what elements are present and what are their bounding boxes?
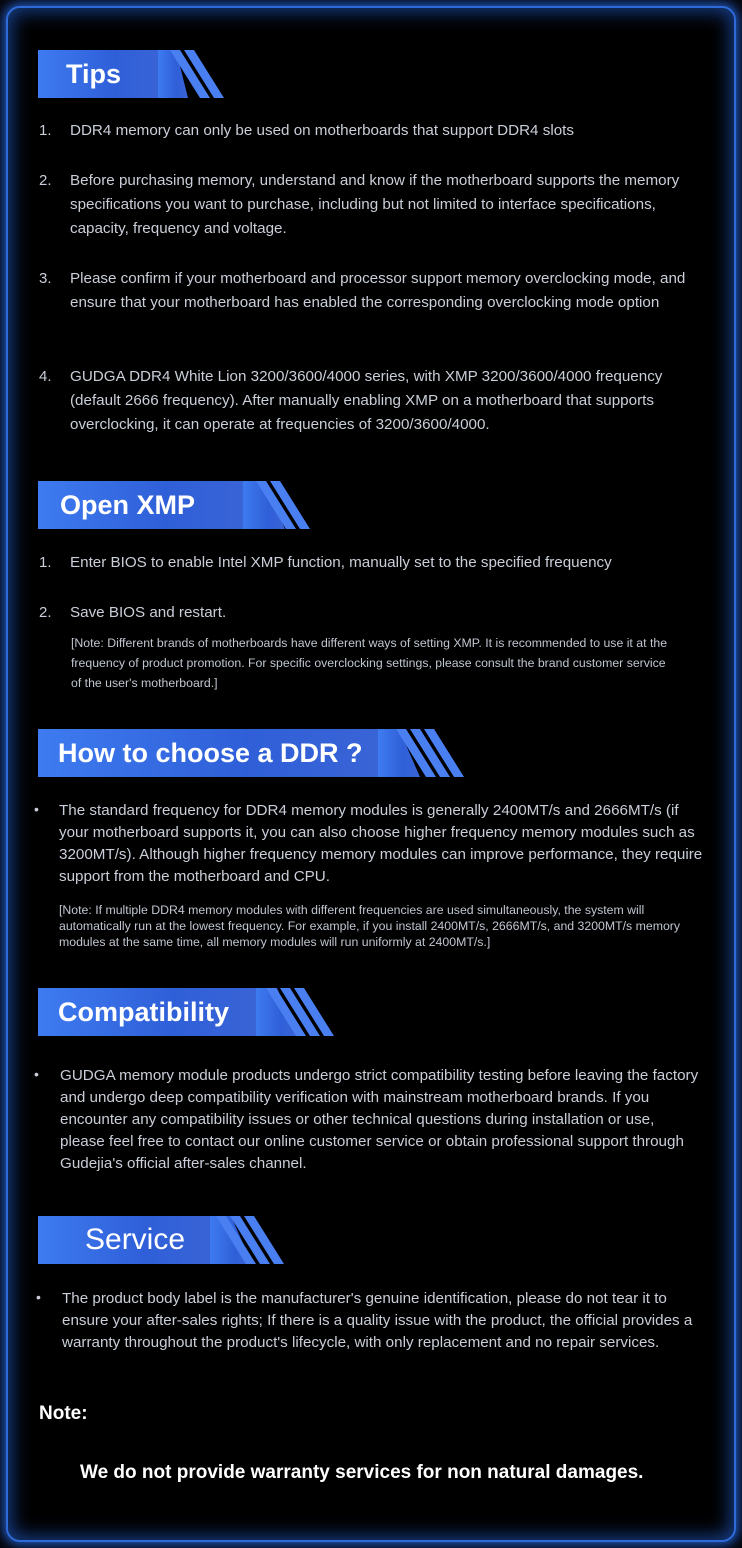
- tips-title: Tips: [66, 59, 122, 89]
- xmp-item-1: Enter BIOS to enable Intel XMP function, manually set to the specified frequency: [70, 554, 612, 571]
- tips-item-1: DDR4 memory can only be used on motherboards that support DDR4 slots: [70, 122, 574, 139]
- stripes-decoration: [146, 50, 226, 98]
- choose-ddr-bullet: •: [34, 801, 39, 817]
- choose-ddr-text: The standard frequency for DDR4 memory modules is generally 2400MT/s and 2666MT/s (if your motherboard supports it, you can also choose higher frequency memory modules such as 3200MT/s). Although higher frequency memory modules can improve performance, they require support from the motherboard and CPU.: [59, 802, 703, 885]
- service-text: The product body label is the manufacturer's genuine identification, please do not tear it to ensure your after-sales rights; If there is a quality issue with the product, the official provides a warranty throughout the product's lifecycle, with only replacement and no repair services.: [62, 1290, 693, 1351]
- stripes-decoration: [368, 729, 468, 777]
- open-xmp-header: [38, 481, 308, 529]
- choose-ddr-title: How to choose a DDR ?: [58, 738, 363, 768]
- compatibility-text: GUDGA memory module products undergo strict compatibility testing before leaving the factory and undergo deep compatibility verification with mainstream motherboard brands. If you encounter any compatibility issues or other technical questions during installation or use, please feel free to contact our online customer service or obtain professional support through Gudejia's official after-sales channel.: [60, 1067, 699, 1172]
- tips-item-3: Please confirm if your motherboard and processor support memory overclocking mode, and ensure that your motherboard has enabled the corresponding overclocking mode option: [70, 270, 686, 311]
- stripes-decoration: [238, 988, 338, 1036]
- stripes-decoration: [188, 1216, 288, 1264]
- tips-num-1: 1.: [39, 122, 52, 139]
- tips-num-2: 2.: [39, 172, 52, 189]
- choose-ddr-note: [Note: If multiple DDR4 memory modules with different frequencies are used simultaneously, the system will automatically run at the lowest frequency. For example, if you install 2400MT/s, 2666MT/s, and 3200MT/s memory modules at the same time, all memory modules will run uniformly at 2400MT/s.]: [59, 903, 681, 949]
- xmp-item-2: Save BIOS and restart.: [70, 604, 227, 621]
- xmp-note: [Note: Different brands of motherboards have different ways of setting XMP. It is recommended to use it at the frequency of product promotion. For specific overclocking settings, please consult the brand customer service of the user's motherboard.]: [71, 636, 668, 690]
- tips-num-3: 3.: [39, 270, 52, 287]
- tips-item-4: GUDGA DDR4 White Lion 3200/3600/4000 series, with XMP 3200/3600/4000 frequency (default 2666 frequency). After manually enabling XMP on a motherboard that supports overclocking, it can operate at frequencies of 3200/3600/4000.: [70, 368, 663, 433]
- service-bullet: •: [36, 1289, 41, 1305]
- open-xmp-title: Open XMP: [60, 490, 196, 520]
- footer-note-label: Note:: [39, 1403, 88, 1424]
- footer-warranty-statement: We do not provide warranty services for non natural damages.: [80, 1462, 644, 1483]
- tips-item-2: Before purchasing memory, understand and know if the motherboard supports the memory specifications you want to purchase, including but not limited to interface specifications, capacity, frequency and voltage.: [70, 172, 680, 237]
- stripes-decoration: [228, 481, 318, 529]
- service-header: [38, 1216, 283, 1264]
- choose-ddr-header: [38, 729, 458, 777]
- compatibility-bullet: •: [34, 1066, 39, 1082]
- compatibility-title: Compatibility: [58, 997, 230, 1027]
- xmp-num-2: 2.: [39, 604, 52, 621]
- tips-header: [38, 50, 218, 98]
- tips-num-4: 4.: [39, 368, 52, 385]
- service-title: Service: [85, 1223, 186, 1256]
- xmp-num-1: 1.: [39, 554, 52, 571]
- compatibility-header: [38, 988, 333, 1036]
